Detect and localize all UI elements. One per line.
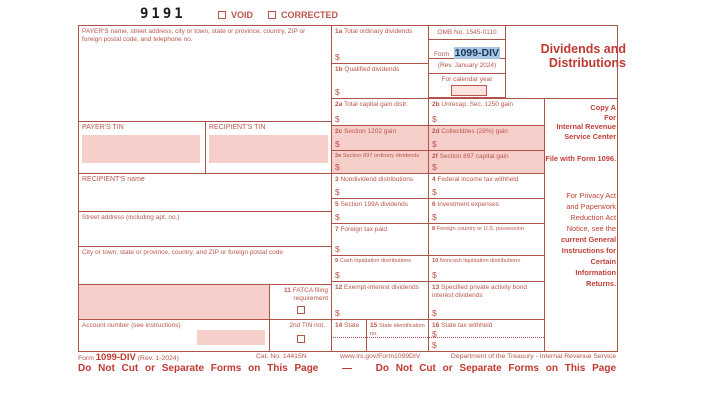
box-12-number: 12 <box>335 284 343 291</box>
box-15-label: State identification no. <box>370 323 425 337</box>
privacy-line: Notice, see the <box>566 223 616 233</box>
box-8-number: 8 <box>432 226 436 232</box>
box-1a-label: Total ordinary dividends <box>343 28 413 35</box>
dollar-sign: $ <box>432 114 437 124</box>
form-word: Form <box>434 51 450 58</box>
dollar-sign: $ <box>432 139 437 149</box>
box-7[interactable] <box>331 223 428 255</box>
copy-a-panel <box>544 98 617 351</box>
highlighted-entry-box[interactable] <box>79 284 269 319</box>
payer-tin-field[interactable] <box>82 135 200 163</box>
box-1b[interactable] <box>331 63 428 98</box>
box-2c-label: Section 1202 gain <box>344 128 397 135</box>
revision-label: (Rev. January 2024) <box>429 59 505 74</box>
dollar-sign: $ <box>335 244 340 254</box>
box-8-label: Foreign country or U.S. possession <box>436 226 525 232</box>
box-3-label: Nondividend distributions <box>340 176 414 183</box>
box-1a-line <box>332 26 428 36</box>
footer-cat-number: Cat. No. 14415N <box>256 353 307 360</box>
box-2d-line <box>429 126 544 136</box>
footer-form-id <box>78 352 179 363</box>
footer-irs-url[interactable]: www.irs.gov/Form1099DIV <box>340 353 421 360</box>
street-address-label: Street address (including apt. no.) <box>82 214 180 221</box>
box-2c-line <box>332 126 428 136</box>
privacy-line: and Paperwork <box>566 201 616 211</box>
box-2d-label: Collectibles (28%) gain <box>441 128 508 135</box>
box-2c[interactable] <box>331 125 428 150</box>
copy-a-line: For <box>604 112 616 122</box>
footer-form-word: Form <box>78 355 94 362</box>
dollar-sign: $ <box>335 162 340 172</box>
calendar-year-field[interactable] <box>451 85 487 96</box>
box-1a[interactable] <box>331 26 428 63</box>
dollar-sign: $ <box>335 139 340 149</box>
fatca-box[interactable] <box>269 284 331 319</box>
box-2f-line <box>429 151 544 161</box>
box-13-number: 13 <box>432 284 440 291</box>
recipient-name-label: RECIPIENT'S name <box>82 176 145 183</box>
dollar-sign: $ <box>335 114 340 124</box>
box-13[interactable] <box>428 281 544 319</box>
privacy-line: Information <box>575 267 616 277</box>
file-with-1096-line: File with Form 1096. <box>545 154 616 163</box>
box-4-line <box>429 174 544 184</box>
box-10-number: 10 <box>432 258 439 264</box>
box-10-line <box>429 256 544 265</box>
payer-tin-box[interactable] <box>79 121 205 173</box>
do-not-cut-right: Do Not Cut or Separate Forms on This Page <box>375 363 616 374</box>
box-4[interactable] <box>428 173 544 198</box>
box-8[interactable] <box>428 223 544 255</box>
calendar-year-label: For calendar year <box>441 76 493 83</box>
privacy-line: Certain <box>590 256 616 266</box>
box-6-label: Investment expenses <box>437 201 499 208</box>
box-7-label: Foreign tax paid <box>340 226 388 233</box>
copy-a-line: Copy A <box>590 103 616 112</box>
void-checkbox[interactable] <box>218 11 226 19</box>
box-1b-line <box>332 64 428 74</box>
box-2d-number: 2d <box>432 128 440 135</box>
box-14-number: 14 <box>335 322 343 329</box>
box-16-number: 16 <box>432 322 440 329</box>
box-13-label: Specified private activity bond interest dividends <box>432 284 528 299</box>
footer-info-row <box>78 352 616 362</box>
box-13-line <box>429 282 534 299</box>
box-3[interactable] <box>331 173 428 198</box>
box-2a-line <box>332 99 428 109</box>
account-number-label: Account number (see instructions) <box>82 322 181 329</box>
omb-number: OMB No. 1545-0110 <box>429 26 505 40</box>
box-2e-line <box>332 151 428 160</box>
box-2b-label: Unrecap. Sec. 1250 gain <box>441 101 513 108</box>
box-5-label: Section 199A dividends <box>340 201 409 208</box>
box-2b-number: 2b <box>432 101 440 108</box>
dollar-sign: $ <box>432 187 437 197</box>
box-6[interactable] <box>428 198 544 223</box>
box-2c-number: 2c <box>335 128 343 135</box>
box-9-number: 9 <box>335 258 339 264</box>
box-9-label: Cash liquidation distributions <box>339 258 411 264</box>
box-12[interactable] <box>331 281 428 319</box>
box-7-line <box>332 224 428 234</box>
box-2a-label: Total capital gain distr. <box>343 101 408 108</box>
box-1b-number: 1b <box>335 66 343 73</box>
box-2b-line <box>429 99 544 109</box>
box-2d[interactable] <box>428 125 544 150</box>
second-tin-label: 2nd TIN not. <box>289 322 325 329</box>
box-2a[interactable] <box>331 98 428 125</box>
payer-tin-label: PAYER'S TIN <box>82 124 124 131</box>
box-10-label: Noncash liquidation distributions <box>439 258 521 264</box>
box-2f-label: Section 897 capital gain <box>439 153 509 160</box>
box-3-number: 3 <box>335 176 339 183</box>
privacy-line: Returns. <box>586 278 616 288</box>
box-16[interactable] <box>428 319 544 351</box>
box-2b[interactable] <box>428 98 544 125</box>
box-14-line <box>332 320 366 330</box>
box-4-label: Federal income tax withheld <box>437 176 519 183</box>
box-10[interactable] <box>428 255 544 281</box>
box-5-number: 5 <box>335 201 339 208</box>
box-3-line <box>332 174 428 184</box>
dollar-sign: $ <box>335 270 340 280</box>
box-4-number: 4 <box>432 176 436 183</box>
box-5[interactable] <box>331 198 428 223</box>
box-14[interactable] <box>331 319 366 351</box>
footer-revision: (Rev. 1-2024) <box>137 355 179 362</box>
footer-department: Department of the Treasury - Internal Revenue Service <box>450 353 616 360</box>
city-state-zip-label: City or town, state or province, country, and ZIP or foreign postal code <box>82 249 283 256</box>
recipient-tin-field[interactable] <box>209 135 328 163</box>
do-not-cut-row <box>78 363 616 374</box>
box-12-line <box>332 282 428 292</box>
corrected-label: CORRECTED <box>281 10 339 20</box>
form-number-highlight: 1099-DIV <box>454 47 499 59</box>
privacy-line: Instructions for <box>561 245 616 255</box>
copy-a-line: Internal Revenue <box>556 122 616 131</box>
do-not-cut-left: Do Not Cut or Separate Forms on This Page <box>78 363 319 374</box>
box-1b-label: Qualified dividends <box>344 66 400 73</box>
city-state-zip-box[interactable] <box>79 246 331 284</box>
box-8-line <box>429 224 544 233</box>
recipient-tin-label: RECIPIENT'S TIN <box>209 124 266 131</box>
account-number-box[interactable] <box>79 319 269 351</box>
dollar-sign: $ <box>432 162 437 172</box>
fatca-checkbox[interactable] <box>297 306 305 314</box>
street-address-box[interactable] <box>79 211 331 246</box>
box-12-label: Exempt-interest dividends <box>344 284 419 291</box>
box-2a-number: 2a <box>335 101 343 108</box>
fatca-label-line <box>270 285 331 302</box>
fatca-label: FATCA filing requirement <box>292 287 328 302</box>
box-9-line <box>332 256 428 265</box>
form-title-line1: Dividends and <box>540 42 626 56</box>
payer-info-box[interactable] <box>79 26 331 121</box>
second-tin-box[interactable] <box>269 319 331 351</box>
do-not-cut-dash: — <box>342 363 352 374</box>
dollar-sign: $ <box>432 308 437 318</box>
recipient-tin-box[interactable] <box>205 121 331 173</box>
privacy-line: current General <box>560 234 616 244</box>
dollar-sign: $ <box>335 308 340 318</box>
box-9[interactable] <box>331 255 428 281</box>
dollar-sign: $ <box>432 340 437 350</box>
box-5-line <box>332 199 428 209</box>
dollar-sign: $ <box>432 212 437 222</box>
corrected-checkbox[interactable] <box>268 11 276 19</box>
form-title <box>484 43 626 70</box>
box-6-line <box>429 199 544 209</box>
form-1099-div <box>78 25 626 352</box>
form-title-line2: Distributions <box>548 55 626 70</box>
privacy-line: For Privacy Act <box>566 190 616 200</box>
box-6-number: 6 <box>432 201 436 208</box>
footer-form-number: 1099-DIV <box>95 352 136 363</box>
box-2e-number: 2e <box>335 153 342 159</box>
box-16-line <box>429 320 544 330</box>
box-15-number: 15 <box>370 322 378 329</box>
privacy-line: Reduction Act <box>570 212 616 222</box>
second-tin-checkbox[interactable] <box>297 335 305 343</box>
dollar-sign: $ <box>335 212 340 222</box>
copy-a-line: Service Center <box>564 131 616 141</box>
dollar-sign: $ <box>335 52 340 62</box>
dollar-sign: $ <box>432 270 437 280</box>
dollar-sign: $ <box>432 329 437 339</box>
box-16-label: State tax withheld <box>441 322 493 329</box>
box-1a-number: 1a <box>335 28 343 35</box>
account-number-field[interactable] <box>197 330 265 345</box>
void-label: VOID <box>231 10 254 20</box>
dollar-sign: $ <box>335 187 340 197</box>
box-2f[interactable] <box>428 150 544 173</box>
box-7-number: 7 <box>335 226 339 233</box>
dollar-sign: $ <box>335 87 340 97</box>
box-15[interactable] <box>366 319 428 351</box>
recipient-name-box[interactable] <box>79 173 331 211</box>
payer-info-label: PAYER'S name, street address, city or town, state or province, country, ZIP or foreign postal code, and telephone no. <box>82 28 306 43</box>
box-15-line <box>367 320 428 337</box>
fatca-number: 11 <box>284 287 291 294</box>
print-control-code: 9191 <box>140 6 186 22</box>
box-2f-number: 2f <box>432 153 438 160</box>
state-row-divider <box>331 337 544 338</box>
box-2e[interactable] <box>331 150 428 173</box>
box-2e-label: Section 897 ordinary dividends <box>342 153 420 159</box>
box-14-label: State <box>344 322 360 329</box>
